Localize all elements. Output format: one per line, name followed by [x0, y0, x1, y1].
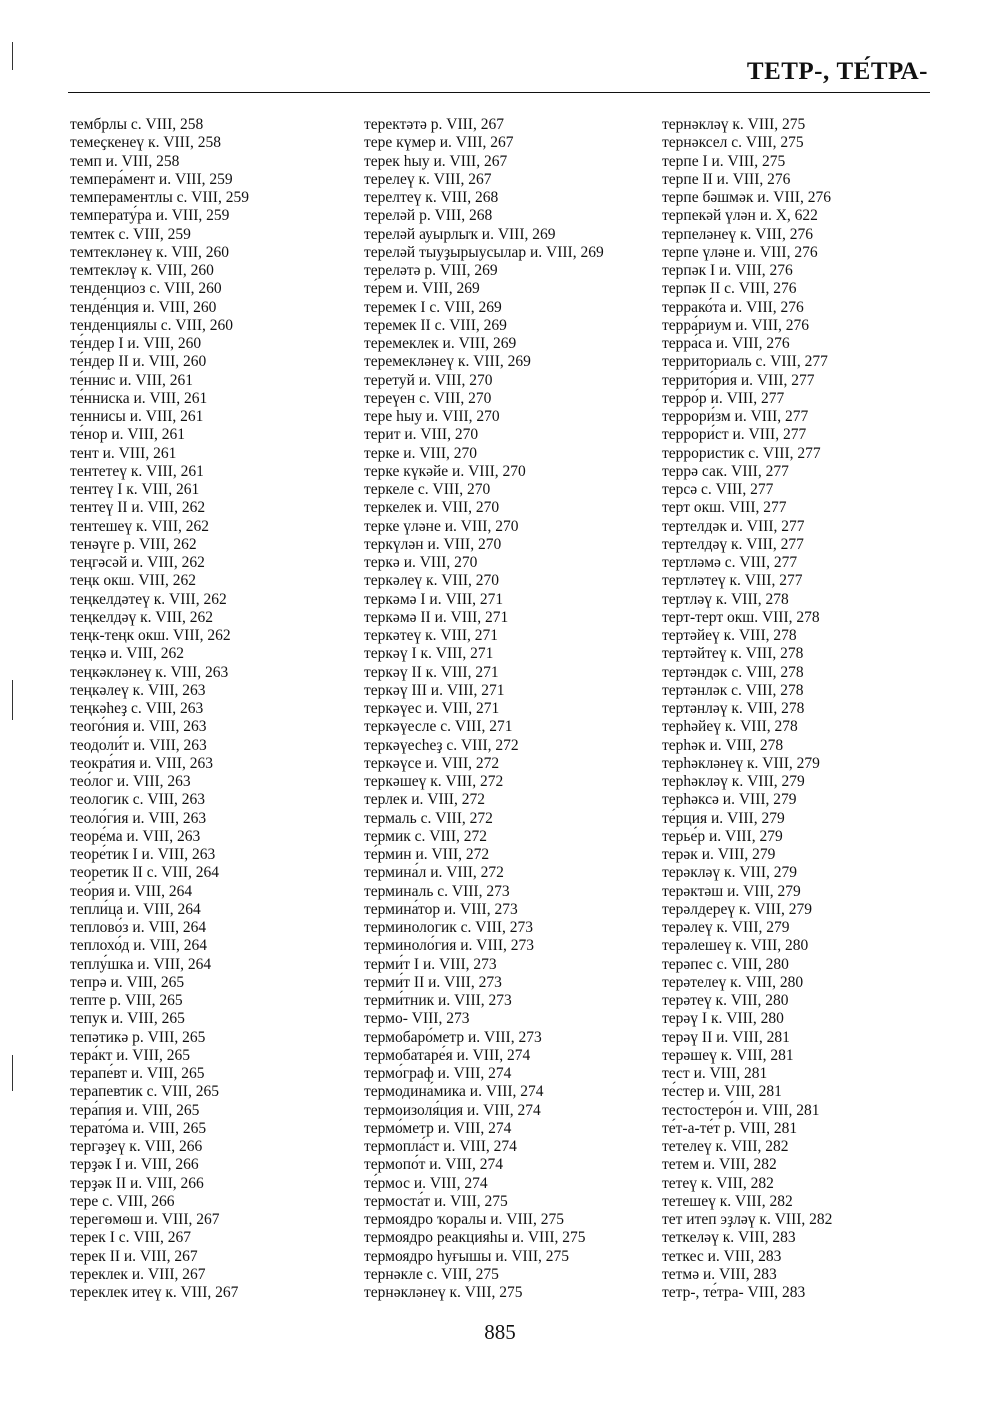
index-entry: термоядро һуғышы и. VIII, 275: [364, 1247, 570, 1265]
index-entry: терек I с. VIII, 267: [70, 1229, 192, 1247]
index-entry: терәлешеү к. VIII, 280: [662, 937, 809, 955]
index-entry: теңкәһеҙ с. VIII, 263: [70, 700, 204, 717]
index-entry: терелеү к. VIII, 267: [364, 170, 492, 188]
index-entry: те́рмин и. VIII, 272: [364, 846, 490, 863]
index-entry: те́нор и. VIII, 261: [70, 426, 186, 444]
index-entry: теого́ния и. VIII, 263: [70, 718, 207, 736]
index-entry: теркүлән и. VIII, 270: [364, 535, 502, 553]
index-entry: тентешеү к. VIII, 262: [70, 517, 210, 535]
index-entry: терек һыу и. VIII, 267: [364, 152, 508, 170]
index-entry: тертелдәк и. VIII, 277: [662, 517, 805, 535]
index-entry: терәтелеү к. VIII, 280: [662, 973, 804, 991]
index-entry: тест и. VIII, 281: [662, 1065, 768, 1082]
index-entry: терпеләнеү к. VIII, 276: [662, 225, 813, 243]
index-entry: термопо́т и. VIII, 274: [364, 1156, 503, 1174]
index-entry: теңгәсәй и. VIII, 262: [70, 554, 205, 571]
index-entry: тера́пия и. VIII, 265: [70, 1101, 200, 1119]
index-entry: тертәйеү к. VIII, 278: [662, 627, 797, 644]
index-entry: теретуй и. VIII, 270: [364, 371, 493, 389]
index-entry: теркәмә II и. VIII, 271: [364, 608, 509, 626]
index-entry: теркәүесле с. VIII, 271: [364, 718, 513, 736]
index-entry: термо́метр и. VIII, 274: [364, 1119, 512, 1137]
index-entry: тетеү к. VIII, 282: [662, 1174, 774, 1192]
index-entry: терәпес с. VIII, 280: [662, 955, 789, 973]
index-entry: терапе́вт и. VIII, 265: [70, 1065, 205, 1082]
index-entry: терһәк и. VIII, 278: [662, 736, 784, 754]
index-entry: территориаль с. VIII, 277: [662, 353, 828, 371]
index-entry: термоизоля́ция и. VIII, 274: [364, 1101, 541, 1119]
index-entry: теркәү II к. VIII, 271: [364, 663, 499, 681]
index-entry: терек II и. VIII, 267: [70, 1247, 198, 1265]
index-entry: терәлеү к. VIII, 279: [662, 919, 790, 936]
index-entry: тертәнләү к. VIII, 278: [662, 700, 805, 717]
index-entry: теткес и. VIII, 283: [662, 1247, 782, 1265]
index-entry: теңкелдәү к. VIII, 262: [70, 608, 214, 626]
index-entry: термоядро ҡоралы и. VIII, 275: [364, 1211, 564, 1228]
index-entry: терәлдереү к. VIII, 279: [662, 900, 812, 918]
index-entry: тетешеү к. VIII, 282: [662, 1192, 793, 1210]
index-entry: терке үләне и. VIII, 270: [364, 517, 519, 535]
index-entry: теркә и. VIII, 270: [364, 554, 478, 571]
index-entry: темпера́мент и. VIII, 259: [70, 170, 233, 188]
index-entry: терҙәк II и. VIII, 266: [70, 1174, 204, 1192]
index-entry: те́рция и. VIII, 279: [662, 809, 785, 827]
index-entry: терәү II и. VIII, 281: [662, 1028, 790, 1046]
index-entry: тертелдәү к. VIII, 277: [662, 535, 804, 553]
index-entry: тернәксел с. VIII, 275: [662, 134, 804, 152]
index-entry: терәк и. VIII, 279: [662, 846, 776, 863]
index-entry: теремек I с. VIII, 269: [364, 298, 502, 316]
index-entry: тепук и. VIII, 265: [70, 1010, 185, 1028]
index-entry: тергәҙеү к. VIII, 266: [70, 1138, 203, 1155]
index-entry: те́рем и. VIII, 269: [364, 280, 480, 298]
index-entry: терeләй р. VIII, 268: [364, 207, 493, 225]
index-entry: тертәйтеү к. VIII, 278: [662, 645, 804, 663]
index-entry: теплу́шка и. VIII, 264: [70, 955, 212, 973]
index-entry: тертәнләк с. VIII, 278: [662, 681, 804, 699]
running-head: ТЕТР-, ТЕ́ТРА-: [746, 58, 928, 85]
index-entry: тере һыу и. VIII, 270: [364, 408, 500, 425]
index-entry: тернәкләү к. VIII, 275: [662, 116, 806, 133]
index-entry: терәтеү к. VIII, 280: [662, 992, 789, 1009]
index-entry: теоло́гия и. VIII, 263: [70, 809, 207, 827]
index-entry: тертләү к. VIII, 278: [662, 590, 789, 608]
index-entry: терпе үләне и. VIII, 276: [662, 243, 818, 261]
index-entry: теркәү III и. VIII, 271: [364, 681, 505, 699]
index-entry: терәкләү к. VIII, 279: [662, 864, 798, 882]
index-entry: тере с. VIII, 266: [70, 1192, 175, 1210]
index-entry: террористик с. VIII, 277: [662, 444, 821, 462]
index-entry: тетмә и. VIII, 283: [662, 1265, 777, 1283]
index-entry: теркәүсе и. VIII, 272: [364, 754, 500, 772]
index-entry: теремеклек и. VIII, 269: [364, 335, 517, 352]
index-entry: тетем и. VIII, 282: [662, 1156, 777, 1174]
index-entry: тепрә и. VIII, 265: [70, 973, 185, 991]
index-entry: термо́граф и. VIII, 274: [364, 1065, 512, 1082]
index-entry: терке и. VIII, 270: [364, 444, 478, 462]
index-entry: теңк-теңк окш. VIII, 262: [70, 627, 231, 644]
index-entry: термодина́мика и. VIII, 274: [364, 1083, 544, 1101]
index-entry: теокра́тия и. VIII, 263: [70, 754, 213, 772]
index-entry: те́ннис и. VIII, 261: [70, 371, 194, 389]
index-column-3: [662, 116, 832, 1302]
index-entry: тепте р. VIII, 265: [70, 992, 183, 1009]
index-entry: тепли́ца и. VIII, 264: [70, 900, 201, 918]
index-entry: тенденциоз с. VIII, 260: [70, 280, 222, 298]
index-entry: терпәк II с. VIII, 276: [662, 280, 797, 298]
index-entry: теремек II с. VIII, 269: [364, 316, 507, 334]
index-entry: те́ндер II и. VIII, 260: [70, 353, 207, 371]
index-entry: тепәтикә р. VIII, 265: [70, 1028, 206, 1046]
index-entry: тент и. VIII, 261: [70, 444, 177, 462]
index-entry: теркәтеү к. VIII, 271: [364, 627, 499, 644]
index-entry: тетелеү к. VIII, 282: [662, 1138, 789, 1155]
index-entry: темтекләнеү к. VIII, 260: [70, 243, 230, 261]
index-entry: теркәүесһеҙ с. VIII, 272: [364, 736, 519, 754]
index-entry: терлек и. VIII, 272: [364, 791, 485, 809]
index-entry: теңкәлеү к. VIII, 263: [70, 681, 206, 699]
index-entry: тертәндәк с. VIII, 278: [662, 663, 804, 681]
index-entry: тестостеро́н и. VIII, 281: [662, 1101, 820, 1119]
index-entry: теремекләнеү к. VIII, 269: [364, 353, 531, 371]
index-entry: темтек с. VIII, 259: [70, 225, 191, 243]
index-entry: термобатаре́я и. VIII, 274: [364, 1046, 531, 1064]
index-entry: те́нниска и. VIII, 261: [70, 389, 208, 407]
index-entry: те́т-а-те́т р. VIII, 281: [662, 1119, 798, 1137]
index-entry: термина́тор и. VIII, 273: [364, 900, 518, 918]
index-entry: терит и. VIII, 270: [364, 426, 479, 444]
index-entry: терра́риум и. VIII, 276: [662, 316, 810, 334]
index-entry: тере күмер и. VIII, 267: [364, 134, 514, 152]
scan-margin-mark: [12, 42, 13, 70]
index-entry: теркәшеү к. VIII, 272: [364, 773, 504, 790]
index-entry: терье́р и. VIII, 279: [662, 827, 783, 845]
index-entry: теркәмә I и. VIII, 271: [364, 590, 504, 608]
index-entry: термина́л и. VIII, 272: [364, 864, 504, 882]
index-entry: терпе бәшмәк и. VIII, 276: [662, 189, 831, 206]
index-entry: терро́р и. VIII, 277: [662, 389, 785, 407]
index-entry: тетр-, те́тра- VIII, 283: [662, 1284, 806, 1301]
index-entry: терәктәш и. VIII, 279: [662, 882, 801, 900]
scan-margin-mark: [12, 1055, 13, 1091]
index-entry: теологик с. VIII, 263: [70, 791, 206, 809]
index-entry: теоретик II с. VIII, 264: [70, 864, 220, 882]
index-entry: теплово́з и. VIII, 264: [70, 919, 207, 936]
index-entry: теодоли́т и. VIII, 263: [70, 736, 207, 754]
index-entry: термоядро реакцияһы и. VIII, 275: [364, 1229, 586, 1247]
index-entry: тембрлы с. VIII, 258: [70, 116, 204, 133]
index-column-2: [364, 116, 604, 1302]
index-entry: тенденциялы с. VIII, 260: [70, 316, 234, 334]
index-entry: терeләй тыуҙырыусылар и. VIII, 269: [364, 243, 604, 261]
index-entry: темтекләү к. VIII, 260: [70, 262, 214, 279]
index-entry: температу́ра и. VIII, 259: [70, 207, 230, 225]
index-entry: те́стер и. VIII, 281: [662, 1083, 782, 1101]
index-entry: терпекәй үлән и. X, 622: [662, 207, 818, 225]
index-entry: тео́рия и. VIII, 264: [70, 882, 193, 900]
index-entry: термобаро́метр и. VIII, 273: [364, 1028, 542, 1046]
index-entry: терми́т II и. VIII, 273: [364, 973, 502, 991]
index-column-1: [70, 116, 249, 1302]
index-entry: теңкә и. VIII, 262: [70, 645, 184, 663]
index-entry: террори́зм и. VIII, 277: [662, 408, 809, 425]
index-entry: терт-терт окш. VIII, 278: [662, 608, 820, 626]
index-entry: темп и. VIII, 258: [70, 152, 180, 170]
index-entry: терпәк I и. VIII, 276: [662, 262, 793, 279]
index-entry: теркәлеү к. VIII, 270: [364, 572, 500, 590]
index-entry: теркеле с. VIII, 270: [364, 481, 491, 498]
index-entry: термоста́т и. VIII, 275: [364, 1192, 508, 1210]
index-entry: терәү I к. VIII, 280: [662, 1010, 784, 1028]
index-entry: терминологик с. VIII, 273: [364, 919, 533, 936]
index-entry: теоре́ма и. VIII, 263: [70, 827, 201, 845]
index-entry: тернәкле с. VIII, 275: [364, 1265, 499, 1283]
index-entry: тентеү I к. VIII, 261: [70, 481, 200, 498]
index-entry: тертләмә с. VIII, 277: [662, 554, 798, 571]
index-entry: теоре́тик I и. VIII, 263: [70, 846, 216, 863]
index-entry: терми́тник и. VIII, 273: [364, 992, 512, 1009]
index-entry: террито́рия и. VIII, 277: [662, 371, 815, 389]
index-entry: термо- VIII, 273: [364, 1010, 470, 1028]
index-entry: тентетеү к. VIII, 261: [70, 462, 204, 480]
index-entry: терато́ма и. VIII, 265: [70, 1119, 207, 1137]
index-entry: теннисы и. VIII, 261: [70, 408, 204, 425]
index-entry: тереклек и. VIII, 267: [70, 1265, 206, 1283]
index-entry: термик с. VIII, 272: [364, 827, 487, 845]
index-entry: терһәкләү к. VIII, 279: [662, 773, 805, 790]
index-entry: теректәтә р. VIII, 267: [364, 116, 504, 133]
index-entry: терт окш. VIII, 277: [662, 499, 787, 517]
index-entry: термаль с. VIII, 272: [364, 809, 493, 827]
index-entry: тера́кт и. VIII, 265: [70, 1046, 190, 1064]
index-entry: террә сак. VIII, 277: [662, 462, 789, 480]
index-entry: терелтеү к. VIII, 268: [364, 189, 499, 206]
index-entry: тереүен с. VIII, 270: [364, 389, 492, 407]
index-entry: террори́ст и. VIII, 277: [662, 426, 807, 444]
index-entry: тереклек итеү к. VIII, 267: [70, 1284, 239, 1301]
index-entry: тертләтеү к. VIII, 277: [662, 572, 803, 590]
index-entry: терҙәк I и. VIII, 266: [70, 1156, 199, 1174]
index-entry: терминаль с. VIII, 273: [364, 882, 510, 900]
index-entry: терeләй ауырлыҡ и. VIII, 269: [364, 225, 556, 243]
page-number: 885: [484, 1320, 516, 1344]
index-entry: терәшеү к. VIII, 281: [662, 1046, 794, 1064]
index-entry: терeләтә р. VIII, 269: [364, 262, 498, 279]
index-entry: терра́са и. VIII, 276: [662, 335, 790, 352]
index-entry: темеҫкенеү к. VIII, 258: [70, 134, 222, 152]
index-entry: теткеләү к. VIII, 283: [662, 1229, 796, 1247]
index-entry: тенде́нция и. VIII, 260: [70, 298, 217, 316]
index-entry: терһәксә и. VIII, 279: [662, 791, 797, 809]
index-entry: теркелек и. VIII, 270: [364, 499, 500, 517]
index-entry: террако́та и. VIII, 276: [662, 298, 804, 316]
index-entry: терми́т I и. VIII, 273: [364, 955, 497, 973]
index-entry: тернәкләнеү к. VIII, 275: [364, 1284, 523, 1301]
index-entry: тео́лог и. VIII, 263: [70, 773, 191, 790]
index-entry: теңк окш. VIII, 262: [70, 572, 196, 590]
index-entry: терпе I и. VIII, 275: [662, 152, 786, 170]
index-entry: термопла́ст и. VIII, 274: [364, 1138, 517, 1155]
index-entry: терке күкәйе и. VIII, 270: [364, 462, 526, 480]
index-entry: тенәүге р. VIII, 262: [70, 535, 197, 553]
header-rule: [68, 92, 930, 93]
index-entry: терһәкләнеү к. VIII, 279: [662, 754, 820, 772]
index-entry: терапевтик с. VIII, 265: [70, 1083, 219, 1101]
index-entry: тентеү II и. VIII, 262: [70, 499, 206, 517]
index-entry: тет итеп эҙләү к. VIII, 282: [662, 1211, 833, 1228]
index-entry: темпераментлы с. VIII, 259: [70, 189, 249, 206]
index-entry: терпе II и. VIII, 276: [662, 170, 791, 188]
index-entry: терминоло́гия и. VIII, 273: [364, 937, 534, 955]
index-entry: теплохо́д и. VIII, 264: [70, 937, 207, 955]
index-entry: теркәү I к. VIII, 271: [364, 645, 494, 663]
index-entry: терегөмөш и. VIII, 267: [70, 1211, 220, 1228]
index-entry: теңкәкләнеү к. VIII, 263: [70, 663, 229, 681]
index-entry: терһәйеү к. VIII, 278: [662, 718, 798, 736]
index-entry: те́ндер I и. VIII, 260: [70, 335, 202, 352]
index-entry: теркәүес и. VIII, 271: [364, 700, 500, 717]
index-entry: теңкелдәтеү к. VIII, 262: [70, 590, 227, 608]
scan-margin-mark: [12, 680, 13, 720]
index-entry: те́рмос и. VIII, 274: [364, 1174, 488, 1192]
index-entry: терсә с. VIII, 277: [662, 481, 774, 498]
